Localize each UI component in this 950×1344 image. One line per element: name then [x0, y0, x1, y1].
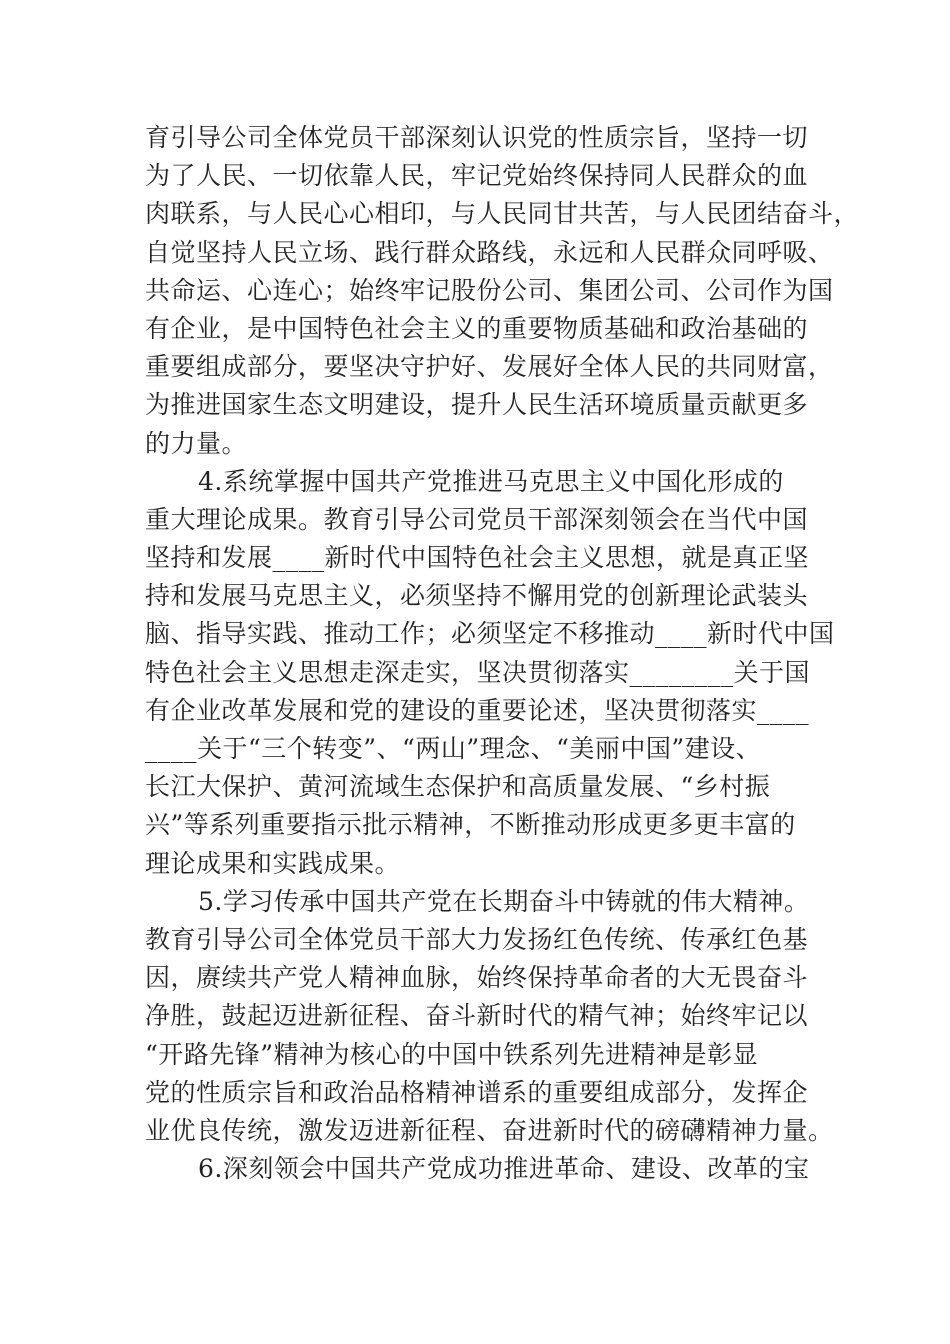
- text-line: 为了人民、一切依靠人民，牢记党始终保持同人民群众的血: [145, 161, 809, 191]
- text-line: 长江大保护、黄河流域生态保护和高质量发展、“乡村振: [145, 772, 771, 802]
- text-line: 有企业，是中国特色社会主义的重要物质基础和政治基础的: [145, 313, 809, 343]
- text-line: 坚持和发展____新时代中国特色社会主义思想，就是真正坚: [145, 543, 810, 573]
- section-4-heading-line: 4.系统掌握中国共产党推进马克思主义中国化形成的: [198, 466, 784, 496]
- section-6-heading-line: 6.深刻领会中国共产党成功推进革命、建设、改革的宝: [198, 1154, 810, 1184]
- section-5-heading-line: 5.学习传承中国共产党在长期奋斗中铸就的伟大精神。: [198, 886, 810, 916]
- text-line: 教育引导公司全体党员干部大力发扬红色传统、传承红色基: [145, 924, 809, 954]
- text-line: 有企业改革发展和党的建设的重要论述，坚决贯彻落实____: [145, 695, 810, 725]
- text-line: 因，赓续共产党人精神血脉，始终保持革命者的大无畏奋斗: [145, 963, 809, 993]
- text-line: 兴”等系列重要指示批示精神，不断推动形成更多更丰富的: [145, 810, 796, 840]
- text-line: 的力量。: [145, 428, 248, 458]
- text-line: ____关于“三个转变”、“两山”理念、“美丽中国”建设、: [145, 734, 762, 763]
- text-line: 净胜，鼓起迈进新征程、奋斗新时代的精气神；始终牢记以: [145, 1001, 809, 1031]
- text-line: 肉联系，与人民心心相印，与人民同甘共苦，与人民团结奋斗，: [145, 199, 860, 229]
- text-line: 重要组成部分，要坚决守护好、发展好全体人民的共同财富，: [145, 352, 834, 382]
- text-line: 党的性质宗旨和政治品格精神谱系的重要组成部分，发挥企: [145, 1077, 809, 1107]
- text-line: 重大理论成果。教育引导公司党员干部深刻领会在当代中国: [145, 504, 809, 534]
- text-line: 脑、指导实践、推动工作；必须坚定不移推动____新时代中国: [145, 619, 835, 649]
- text-line: 为推进国家生态文明建设，提升人民生活环境质量贡献更多: [145, 390, 809, 420]
- text-line: 育引导公司全体党员干部深刻认识党的性质宗旨，坚持一切: [145, 123, 809, 152]
- text-line: “开路先锋”精神为核心的中国中铁系列先进精神是彰显: [145, 1039, 759, 1069]
- body-text: [145, 119, 860, 1188]
- text-line: 理论成果和实践成果。: [145, 848, 401, 878]
- text-line: 持和发展马克思主义，必须坚持不懈用党的创新理论武装头: [145, 581, 809, 611]
- text-line: 共命运、心连心；始终牢记股份公司、集团公司、公司作为国: [145, 275, 834, 305]
- text-line: 业优良传统，激发迈进新征程、奋进新时代的磅礴精神力量。: [145, 1115, 834, 1145]
- text-line: 特色社会主义思想走深走实，坚决贯彻落实________关于国: [145, 657, 811, 687]
- text-line: 自觉坚持人民立场、践行群众路线，永远和人民群众同呼吸、: [145, 237, 834, 267]
